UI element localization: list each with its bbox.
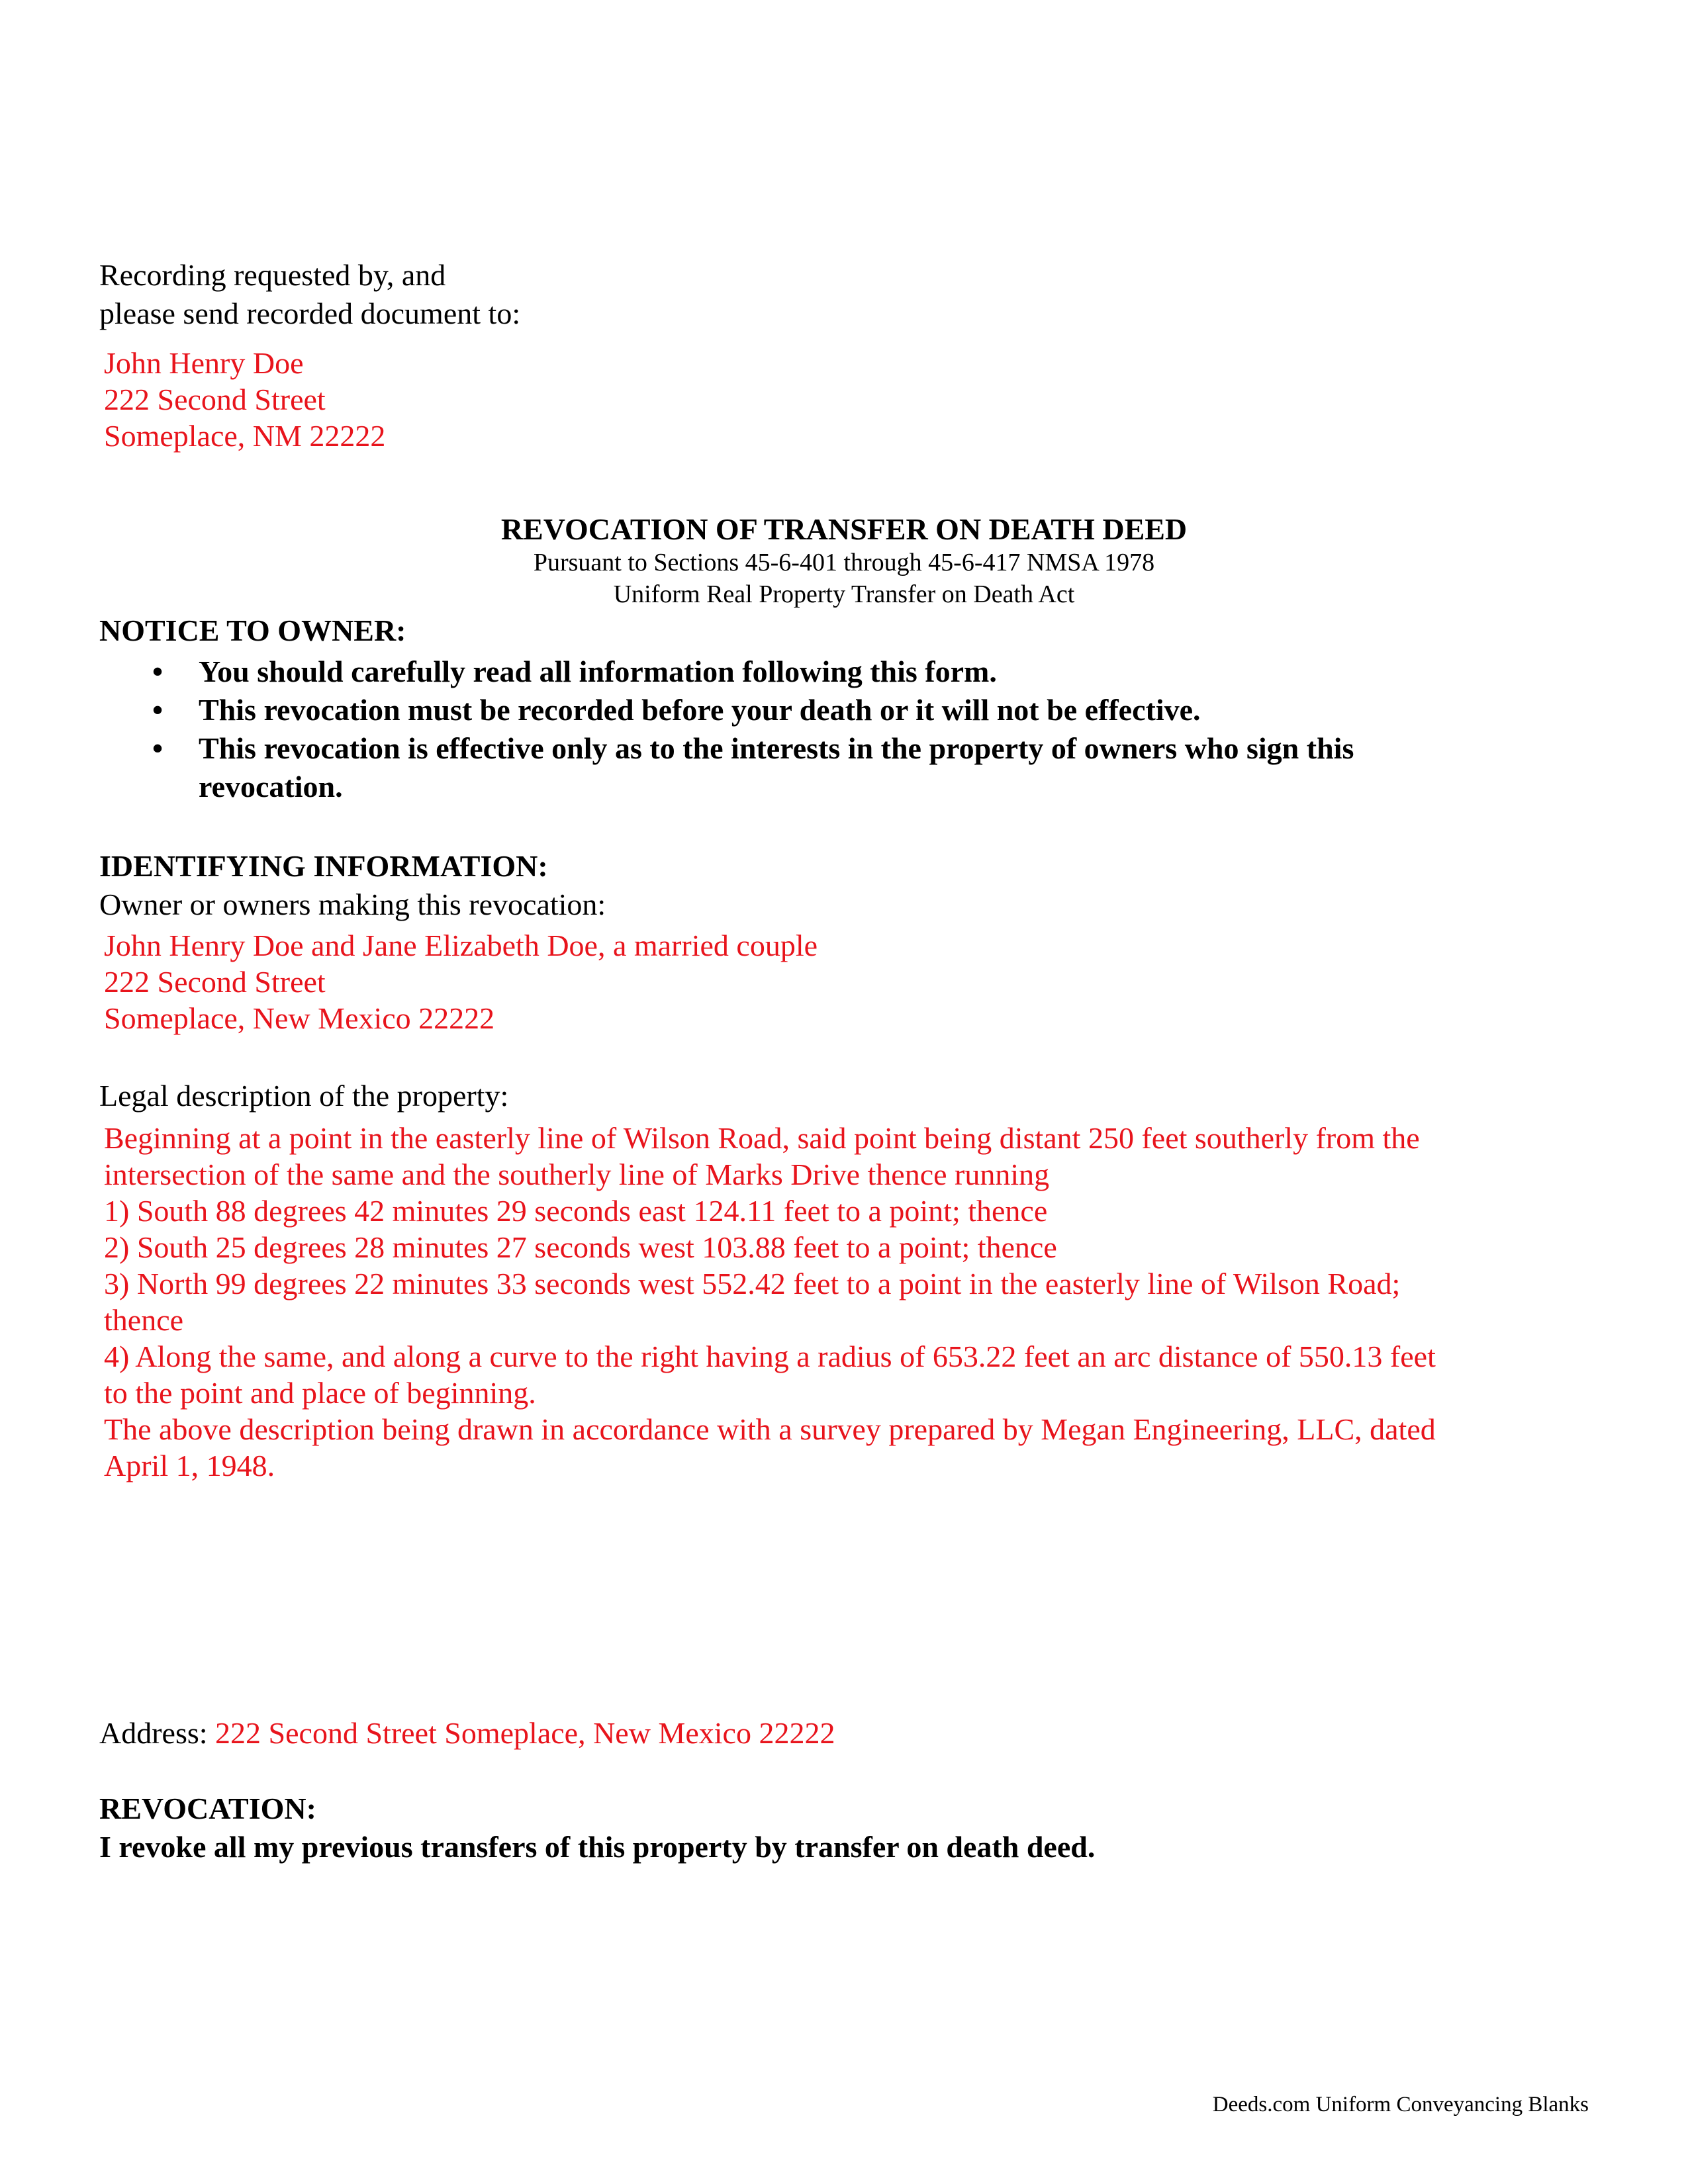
bullet-icon: • (152, 731, 164, 765)
legal-line: Beginning at a point in the easterly line of Wilson Road, said point being distant 250 feet southerly from the (104, 1121, 1420, 1155)
recording-city: Someplace, NM 22222 (104, 419, 386, 453)
legal-description-label: Legal description of the property: (99, 1079, 509, 1113)
document-subtitle-act: Uniform Real Property Transfer on Death Act (613, 580, 1075, 608)
address-label: Address: (99, 1716, 216, 1750)
legal-line: 2) South 25 degrees 28 minutes 27 seconds west 103.88 feet to a point; thence (104, 1230, 1057, 1264)
recording-label-line2: please send recorded document to: (99, 296, 521, 330)
legal-line: April 1, 1948. (104, 1449, 275, 1482)
owners-block (104, 927, 818, 1036)
owners-street: 222 Second Street (104, 965, 326, 999)
recording-label (99, 256, 520, 333)
legal-line: thence (104, 1303, 184, 1337)
address-line (99, 1714, 835, 1752)
revocation-heading: REVOCATION: (99, 1792, 316, 1825)
legal-line: to the point and place of beginning. (104, 1376, 536, 1410)
notice-item: • This revocation must be recorded before your death or it will not be effective. (99, 691, 1503, 729)
recording-label-line1: Recording requested by, and (99, 258, 446, 292)
revocation-text: I revoke all my previous transfers of this property by transfer on death deed. (99, 1830, 1096, 1864)
notice-item: • This revocation is effective only as to the interests in the property of owners who sign this revocation. (99, 729, 1503, 806)
notice-section (99, 612, 406, 650)
recording-address (104, 345, 385, 454)
notice-heading: NOTICE TO OWNER: (99, 614, 406, 647)
legal-line: 3) North 99 degrees 22 minutes 33 seconds west 552.42 feet to a point in the easterly line of Wilson Road; (104, 1267, 1401, 1300)
bullet-icon: • (152, 655, 164, 688)
legal-line: intersection of the same and the southerly line of Marks Drive thence running (104, 1158, 1050, 1191)
legal-line: 1) South 88 degrees 42 minutes 29 seconds east 124.11 feet to a point; thence (104, 1194, 1048, 1228)
footer-brand: Deeds.com Uniform Conveyancing Blanks (1212, 2093, 1589, 2116)
revocation-section (99, 1790, 1095, 1866)
address-value: 222 Second Street Someplace, New Mexico 22222 (215, 1716, 835, 1750)
legal-line: The above description being drawn in accordance with a survey prepared by Megan Engineering, LLC, dated (104, 1412, 1436, 1446)
notice-item: • You should carefully read all information following this form. (99, 653, 1503, 691)
legal-label-wrap (99, 1077, 508, 1115)
legal-description (104, 1120, 1436, 1484)
notice-list (99, 653, 1503, 806)
owners-name: John Henry Doe and Jane Elizabeth Doe, a married couple (104, 929, 818, 962)
recording-street: 222 Second Street (104, 383, 326, 416)
notice-list-wrap (99, 653, 1503, 806)
legal-line: 4) Along the same, and along a curve to the right having a radius of 653.22 feet an arc distance of 550.13 feet (104, 1340, 1436, 1373)
identifying-heading: IDENTIFYING INFORMATION: (99, 849, 548, 883)
owners-label: Owner or owners making this revocation: (99, 887, 606, 921)
document-title: REVOCATION OF TRANSFER ON DEATH DEED (500, 512, 1188, 546)
identifying-section (99, 847, 606, 924)
owners-city: Someplace, New Mexico 22222 (104, 1001, 495, 1035)
bullet-icon: • (152, 693, 164, 727)
document-subtitle-statute: Pursuant to Sections 45-6-401 through 45-6-417 NMSA 1978 (533, 549, 1155, 576)
recording-name: John Henry Doe (104, 346, 304, 380)
